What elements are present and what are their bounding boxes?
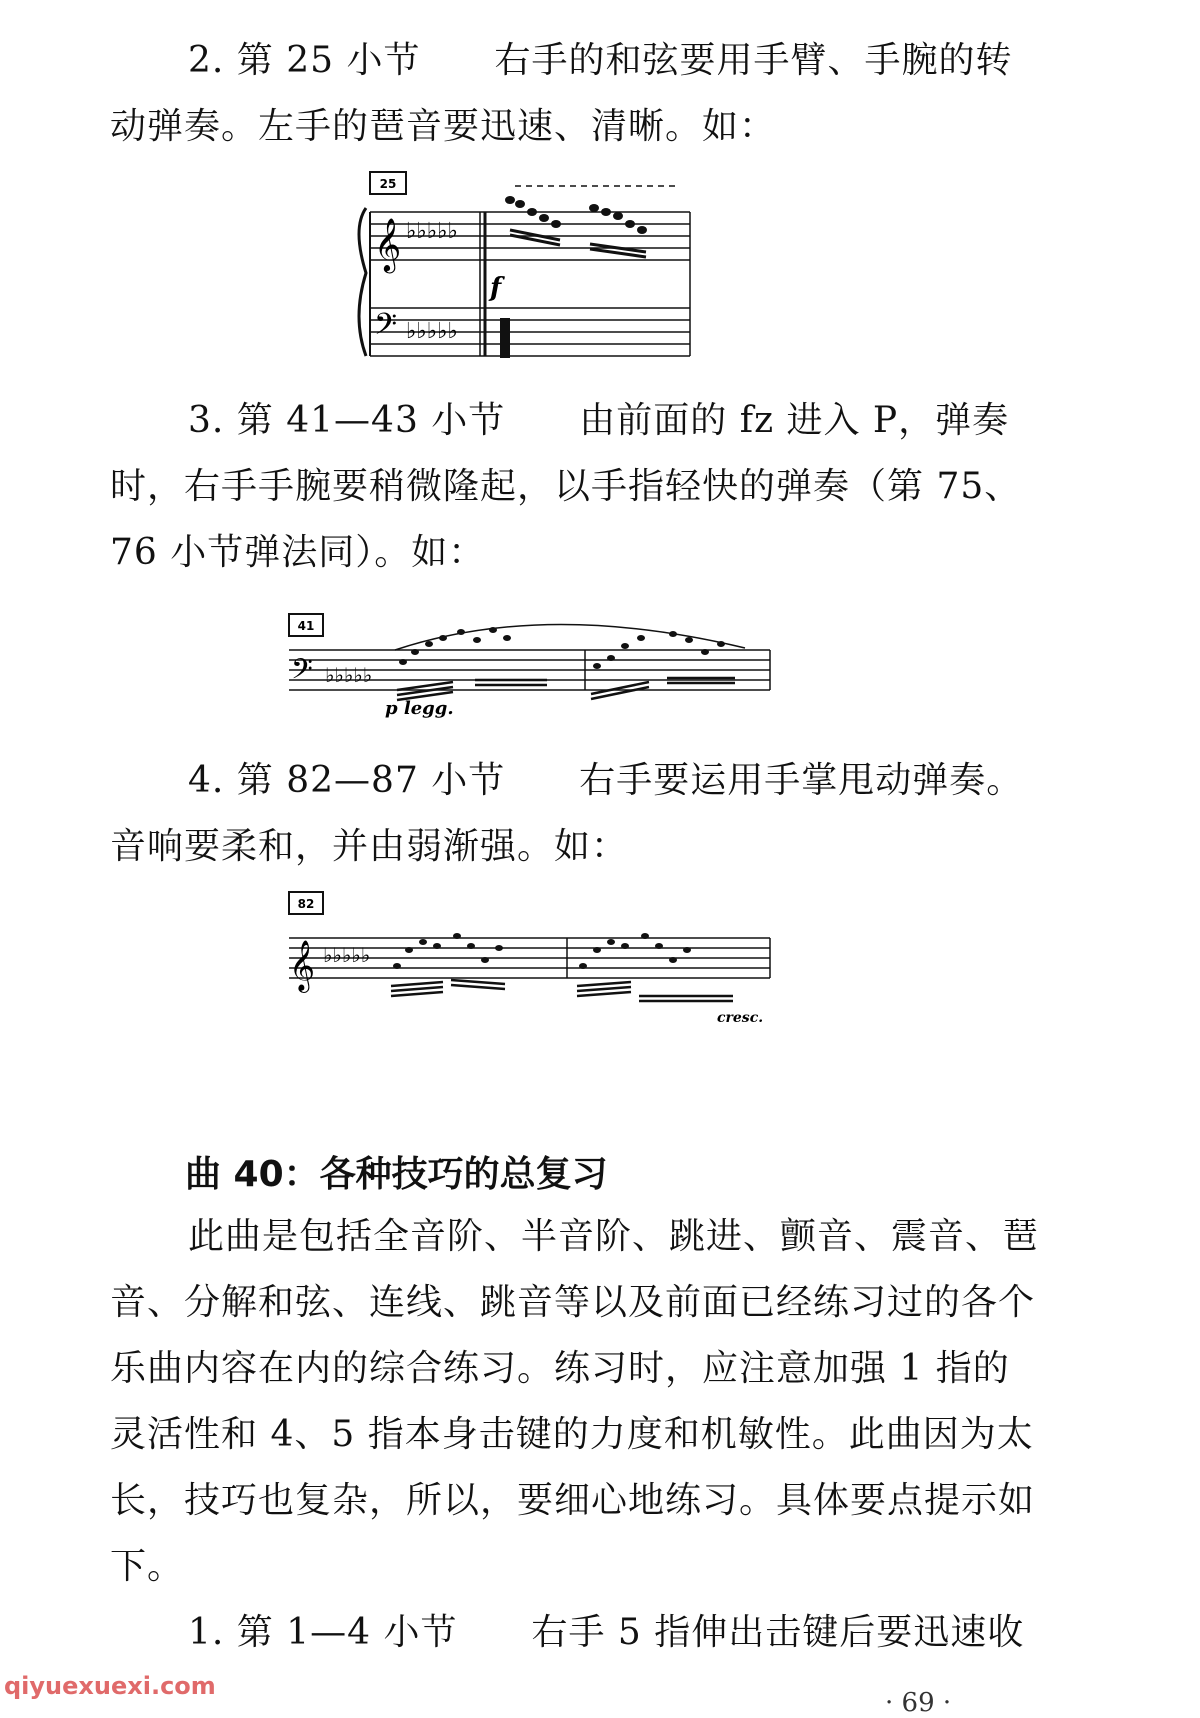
grand-staff-image <box>350 168 710 368</box>
bass-clef-icon: 𝄢 <box>374 308 398 349</box>
bass-chord <box>500 318 510 358</box>
score-example-measure-41 <box>285 610 785 720</box>
key-signature-flats: ♭♭♭♭♭ <box>406 219 458 244</box>
score-example-measure-82 <box>285 888 785 1028</box>
slur <box>395 624 745 650</box>
section-title: 曲 40：各种技巧的总复习 <box>185 1154 608 1195</box>
svg-text:♭♭♭♭♭: ♭♭♭♭♭ <box>325 663 373 687</box>
paragraph-measure-25: 2. 第 25 小节 右手的和弦要用手臂、手腕的转动弹奏。左手的琶音要迅速、清晰。如： <box>110 40 1013 147</box>
treble-clef-icon: 𝄞 <box>289 940 316 991</box>
treble-clef-icon: 𝄞 <box>374 217 402 271</box>
bass-clef-icon: 𝄢 <box>291 653 313 693</box>
paragraph-measures-1-4: 1. 第 1—4 小节 右手 5 指伸出击键后要迅速收 <box>188 1612 1025 1653</box>
treble-staff-image <box>285 888 785 1028</box>
paragraph-measures-41-43: 3. 第 41—43 小节 由前面的 fz 进入 P，弹奏时，右手手腕要稍微隆起，以手指轻快的弹奏（第 75、76 小节弹法同）。如： <box>110 400 1022 573</box>
key-signature-flats-bass: ♭♭♭♭♭ <box>406 319 458 344</box>
dynamic-forte: f <box>490 273 502 303</box>
bass-staff-image <box>285 610 785 720</box>
brace <box>359 208 366 356</box>
score-example-measure-25 <box>350 168 710 368</box>
page-number: · 69 · <box>885 1688 952 1718</box>
dynamic-piano-leggero: p legg. <box>385 698 454 719</box>
treble-notes <box>505 196 647 234</box>
treble-beams <box>510 230 646 257</box>
paragraph-measures-82-87: 4. 第 82—87 小节 右手要运用手掌甩动弹奏。音响要柔和，并由弱渐强。如： <box>110 760 1024 867</box>
measure-number: 25 <box>379 177 397 191</box>
cresc-marking: cresc. <box>717 1010 764 1026</box>
measure-number: 41 <box>297 619 315 633</box>
measure-number: 82 <box>297 897 315 911</box>
svg-text:♭♭♭♭♭: ♭♭♭♭♭ <box>323 943 371 967</box>
site-watermark: qiyuexuexi.com <box>4 1672 216 1700</box>
paragraph-piece-40-intro: 此曲是包括全音阶、半音阶、跳进、颤音、震音、琶音、分解和弦、连线、跳音等以及前面已经练习过的各个乐曲内容在内的综合练习。练习时，应注意加强 1 指的灵活性和 4、5 指本身击键的力度和机敏性。此曲因为太长，技巧也复杂，所以，要细心地练习。具体要点提示如下。 <box>110 1216 1040 1587</box>
